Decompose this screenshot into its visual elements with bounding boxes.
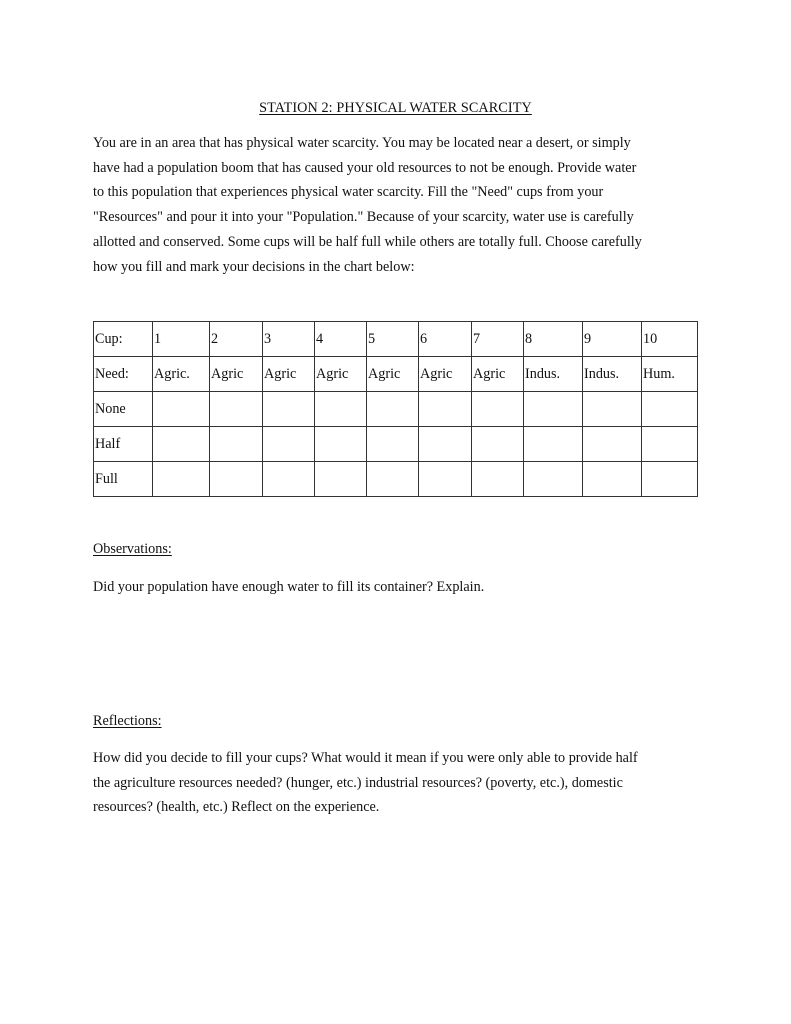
table-cell: 5: [367, 322, 419, 357]
row-label-cell: None: [94, 392, 153, 427]
table-cell: Agric: [210, 357, 263, 392]
mark-cell[interactable]: [210, 392, 263, 427]
reflections-question: [93, 746, 703, 820]
mark-cell[interactable]: [524, 427, 583, 462]
table-cell: Agric: [419, 357, 472, 392]
mark-cell[interactable]: [263, 462, 315, 497]
observations-heading: Observations:: [93, 541, 172, 557]
intro-line: "Resources" and pour it into your "Population." Because of your scarcity, water use is carefully: [93, 209, 634, 226]
table-cell: Agric: [315, 357, 367, 392]
cup-number-row: [94, 322, 698, 357]
table-cell: 7: [472, 322, 524, 357]
table-cell: 8: [524, 322, 583, 357]
mark-cell[interactable]: [153, 427, 210, 462]
row-label-cell: Cup:: [94, 322, 153, 357]
mark-cell[interactable]: [419, 427, 472, 462]
need-row: [94, 357, 698, 392]
mark-cell[interactable]: [583, 462, 642, 497]
mark-cell[interactable]: [315, 427, 367, 462]
row-label-cell: Half: [94, 427, 153, 462]
intro-paragraph: [93, 131, 703, 279]
mark-cell[interactable]: [210, 427, 263, 462]
table-cell: Indus.: [524, 357, 583, 392]
table-cell: 3: [263, 322, 315, 357]
mark-cell[interactable]: [367, 427, 419, 462]
table-cell: 4: [315, 322, 367, 357]
mark-cell[interactable]: [419, 462, 472, 497]
intro-line: how you fill and mark your decisions in the chart below:: [93, 258, 415, 275]
half-row: [94, 427, 698, 462]
table-cell: Agric: [472, 357, 524, 392]
mark-cell[interactable]: [210, 462, 263, 497]
mark-cell[interactable]: [153, 392, 210, 427]
reflections-heading: Reflections:: [93, 713, 162, 729]
table-cell: Agric: [367, 357, 419, 392]
mark-cell[interactable]: [642, 427, 698, 462]
reflections-line: How did you decide to fill your cups? What would it mean if you were only able to provide half: [93, 750, 638, 766]
table-cell: 10: [642, 322, 698, 357]
reflections-line: resources? (health, etc.) Reflect on the experience.: [93, 799, 380, 816]
intro-line: allotted and conserved. Some cups will be half full while others are totally full. Choose carefully: [93, 233, 642, 250]
mark-cell[interactable]: [583, 427, 642, 462]
mark-cell[interactable]: [315, 392, 367, 427]
mark-cell[interactable]: [642, 462, 698, 497]
row-label-cell: Full: [94, 462, 153, 497]
mark-cell[interactable]: [472, 427, 524, 462]
mark-cell[interactable]: [263, 427, 315, 462]
reflections-line: the agriculture resources needed? (hunger, etc.) industrial resources? (poverty, etc.), domestic: [93, 774, 623, 791]
mark-cell[interactable]: [263, 392, 315, 427]
table-cell: Agric.: [153, 357, 210, 392]
table-cell: 1: [153, 322, 210, 357]
mark-cell[interactable]: [583, 392, 642, 427]
full-row: [94, 462, 698, 497]
mark-cell[interactable]: [153, 462, 210, 497]
table-cell: 2: [210, 322, 263, 357]
intro-line: have had a population boom that has caused your old resources to not be enough. Provide water: [93, 159, 637, 176]
table-cell: Hum.: [642, 357, 698, 392]
page-title: STATION 2: PHYSICAL WATER SCARCITY: [259, 100, 532, 116]
mark-cell[interactable]: [472, 392, 524, 427]
mark-cell[interactable]: [315, 462, 367, 497]
mark-cell[interactable]: [367, 462, 419, 497]
table-cell: Indus.: [583, 357, 642, 392]
mark-cell[interactable]: [472, 462, 524, 497]
row-label-cell: Need:: [94, 357, 153, 392]
mark-cell[interactable]: [642, 392, 698, 427]
table-cell: 6: [419, 322, 472, 357]
mark-cell[interactable]: [524, 462, 583, 497]
mark-cell[interactable]: [524, 392, 583, 427]
intro-line: to this population that experiences physical water scarcity. Fill the "Need" cups from your: [93, 184, 604, 201]
intro-line: You are in an area that has physical water scarcity. You may be located near a desert, or simply: [93, 135, 631, 151]
table-cell: Agric: [263, 357, 315, 392]
cup-decision-table: [93, 321, 698, 497]
observations-question: Did your population have enough water to fill its container? Explain.: [93, 579, 485, 595]
mark-cell[interactable]: [367, 392, 419, 427]
table-cell: 9: [583, 322, 642, 357]
mark-cell[interactable]: [419, 392, 472, 427]
none-row: [94, 392, 698, 427]
